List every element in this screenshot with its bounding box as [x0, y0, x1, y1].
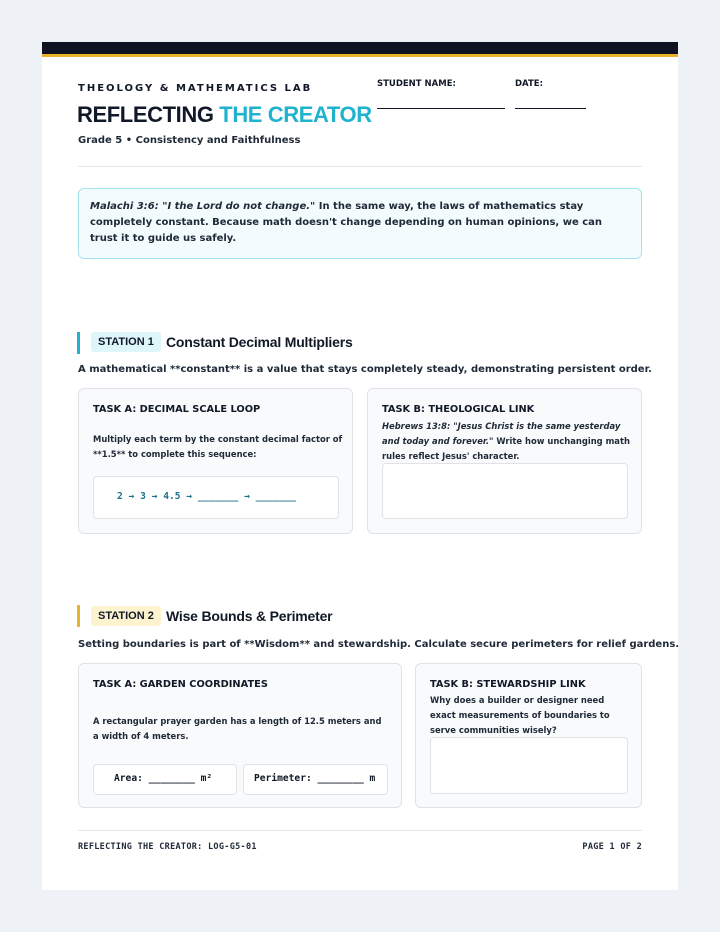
- station1-title: Constant Decimal Multipliers: [166, 334, 353, 350]
- station1-description: A mathematical **constant** is a value that stays completely steady, demonstrating persistent order.: [78, 364, 652, 375]
- top-accent-line: [42, 54, 678, 57]
- station2-task-b-title: TASK B: STEWARDSHIP LINK: [430, 679, 586, 690]
- station1-task-b-title: TASK B: THEOLOGICAL LINK: [382, 404, 535, 415]
- date-label: DATE:: [515, 79, 543, 89]
- station2-marker: [77, 605, 80, 627]
- theological-answer-box[interactable]: [382, 463, 628, 519]
- footer-page-number: PAGE 1 OF 2: [582, 842, 642, 852]
- top-band: [42, 42, 678, 54]
- station2-task-b-card: [415, 663, 642, 808]
- stewardship-answer-box[interactable]: [430, 737, 628, 794]
- station1-marker: [77, 332, 80, 354]
- student-name-field[interactable]: [377, 108, 505, 109]
- worksheet-page: [42, 42, 678, 890]
- perimeter-field: Perimeter: ________ m: [254, 773, 376, 784]
- footer-divider: [78, 830, 642, 831]
- station2-task-a-title: TASK A: GARDEN COORDINATES: [93, 679, 268, 690]
- station1-task-a-text: Multiply each term by the constant decimal factor of **1.5** to complete this sequence:: [93, 434, 343, 459]
- perimeter-answer-box[interactable]: [243, 764, 388, 795]
- verse-text: In the same way, the laws of mathematics stay completely constant. Because math doesn't change depending on human opinions, we can trust it to guide us safely.: [90, 201, 603, 244]
- page-subtitle: Grade 5 • Consistency and Faithfulness: [78, 135, 301, 146]
- lab-kicker: THEOLOGY & MATHEMATICS LAB: [78, 83, 313, 94]
- sequence-answer-box[interactable]: [93, 476, 339, 519]
- station1-task-a-title: TASK A: DECIMAL SCALE LOOP: [93, 404, 261, 415]
- station1-task-a-card: [78, 388, 353, 534]
- station1-task-b-card: [367, 388, 642, 534]
- verse-quote: "I the Lord do not change.": [162, 201, 316, 212]
- station1-task-b-text: [382, 419, 630, 464]
- station2-description: Setting boundaries is part of **Wisdom** and stewardship. Calculate secure perimeters for relief gardens.: [78, 639, 680, 650]
- hebrews-verse: Hebrews 13:8: "Jesus Christ is the same yesterday and today and forever.": [382, 421, 621, 446]
- verse-callout: [78, 188, 642, 259]
- verse-reference: Malachi 3:6:: [90, 201, 159, 212]
- decimal-sequence: 2 → 3 → 4.5 → _______ → _______: [117, 491, 297, 502]
- station1-badge: STATION 1: [91, 332, 161, 352]
- date-field[interactable]: [515, 108, 586, 109]
- station2-task-b-text: Why does a builder or designer need exact measurements of boundaries to serve communities wisely?: [430, 695, 610, 735]
- station2-badge: STATION 2: [91, 606, 161, 626]
- area-answer-box[interactable]: [93, 764, 237, 795]
- student-name-label: STUDENT NAME:: [377, 79, 456, 89]
- title-main: REFLECTING: [77, 102, 214, 127]
- header-divider: [78, 166, 642, 167]
- footer-document-code: REFLECTING THE CREATOR: LOG-G5-01: [78, 842, 257, 852]
- area-field: Area: ________ m²: [114, 773, 213, 784]
- station2-task-a-card: [78, 663, 402, 808]
- station2-task-a-text: A rectangular prayer garden has a length of 12.5 meters and a width of 4 meters.: [93, 716, 382, 741]
- page-title: [77, 102, 372, 128]
- title-accent: THE CREATOR: [219, 102, 372, 127]
- station1-task-b-prompt: Write how unchanging math rules reflect Jesus' character.: [382, 436, 630, 461]
- station2-title: Wise Bounds & Perimeter: [166, 608, 333, 624]
